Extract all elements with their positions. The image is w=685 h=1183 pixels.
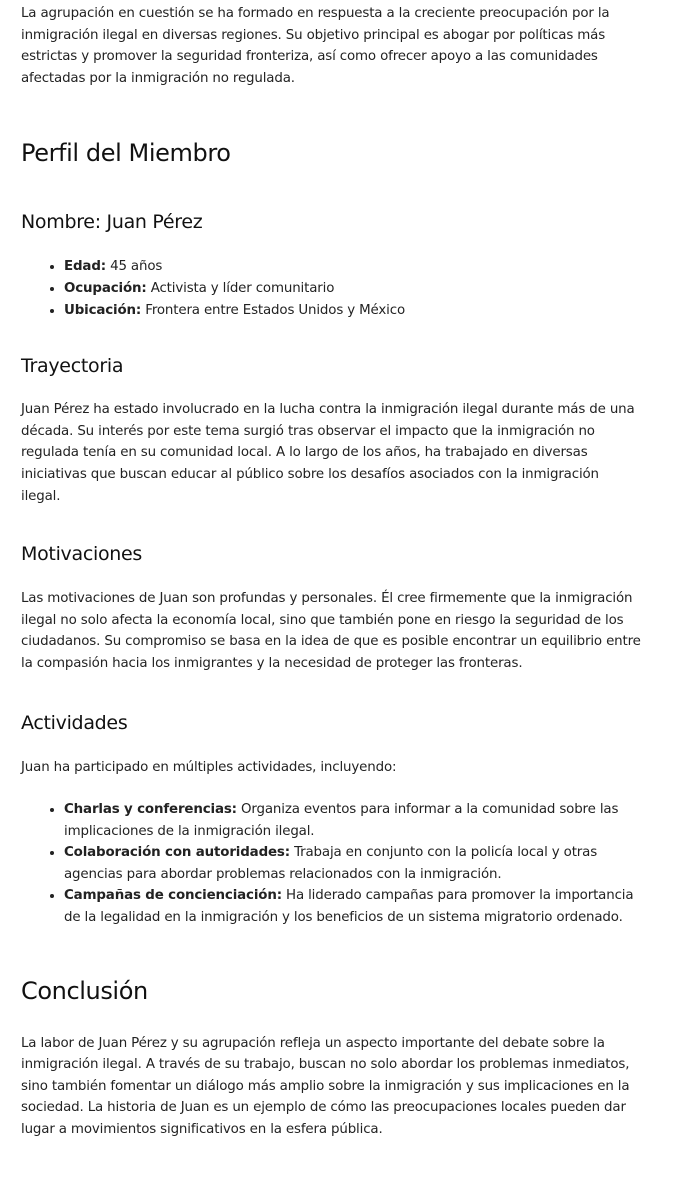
list-item [64, 278, 641, 300]
activity-label: Colaboración con autoridades: [64, 845, 290, 861]
profile-heading: Perfil del Miembro [21, 139, 231, 168]
conclusion-heading: Conclusión [21, 976, 148, 1005]
trajectory-heading: Trayectoria [21, 355, 124, 378]
activity-label: Charlas y conferencias: [64, 802, 237, 818]
list-item [64, 885, 641, 928]
activities-heading: Actividades [21, 711, 128, 734]
member-name-heading: Nombre: Juan Pérez [21, 211, 203, 234]
detail-label: Ubicación: [64, 302, 142, 318]
list-item [64, 256, 641, 278]
trajectory-paragraph: Juan Pérez ha estado involucrado en la lucha contra la inmigración ilegal durante más de una década. Su interés por este tema surgió tras observar el impacto que la inmigración no regulada tenía en su comunidad local. A lo largo de los años, ha trabajado en diversas iniciativas que buscan educar al público sobre los desafíos asociados con la inmigración ilegal. [21, 402, 635, 504]
detail-label: Edad: [64, 259, 106, 275]
conclusion-paragraph: La labor de Juan Pérez y su agrupación refleja un aspecto importante del debate sobre la inmigración ilegal. A través de su trabajo, buscan no solo abordar los problemas inmediatos, sino también fomentar un diálogo más amplio sobre la inmigración y sus implicaciones en la sociedad. La historia de Juan es un ejemplo de cómo las preocupaciones locales pueden dar lugar a movimientos significativos en la esfera pública. [21, 1035, 630, 1138]
list-item [64, 300, 641, 322]
detail-value: 45 años [105, 259, 163, 275]
list-item [64, 842, 641, 885]
motivations-paragraph: Las motivaciones de Juan son profundas y personales. Él cree firmemente que la inmigración ilegal no solo afecta la economía local, sino que también pone en riesgo la seguridad de los ciudadanos. Su compromiso se basa en la idea de que es posible encontrar un equilibrio entre la compasión hacia los inmigrantes y la necesidad de proteger las fronteras. [21, 591, 641, 671]
detail-value: Frontera entre Estados Unidos y México [141, 302, 405, 318]
detail-value: Activista y líder comunitario [146, 280, 335, 296]
activity-label: Campañas de concienciación: [64, 888, 282, 904]
list-item [64, 799, 641, 842]
activities-intro: Juan ha participado en múltiples actividades, incluyendo: [21, 759, 397, 775]
detail-label: Ocupación: [64, 280, 147, 296]
profile-details-list [21, 256, 641, 321]
intro-paragraph: La agrupación en cuestión se ha formado en respuesta a la creciente preocupación por la inmigración ilegal en diversas regiones. Su objetivo principal es abogar por políticas más estrictas y promover la seguridad fronteriza, así como ofrecer apoyo a las comunidades afectadas por la inmigración no regulada. [21, 6, 610, 86]
motivations-heading: Motivaciones [21, 543, 143, 566]
activity-value: Ha liderado campañas para promover la importancia de la legalidad en la inmigración y los beneficios de un sistema migratorio ordenado. [64, 888, 634, 926]
activities-list [21, 799, 641, 929]
activity-value: Trabaja en conjunto con la policía local y otras agencias para abordar problemas relacionados con la inmigración. [64, 845, 598, 882]
activity-value: Organiza eventos para informar a la comunidad sobre las implicaciones de la inmigración ilegal. [64, 802, 619, 839]
